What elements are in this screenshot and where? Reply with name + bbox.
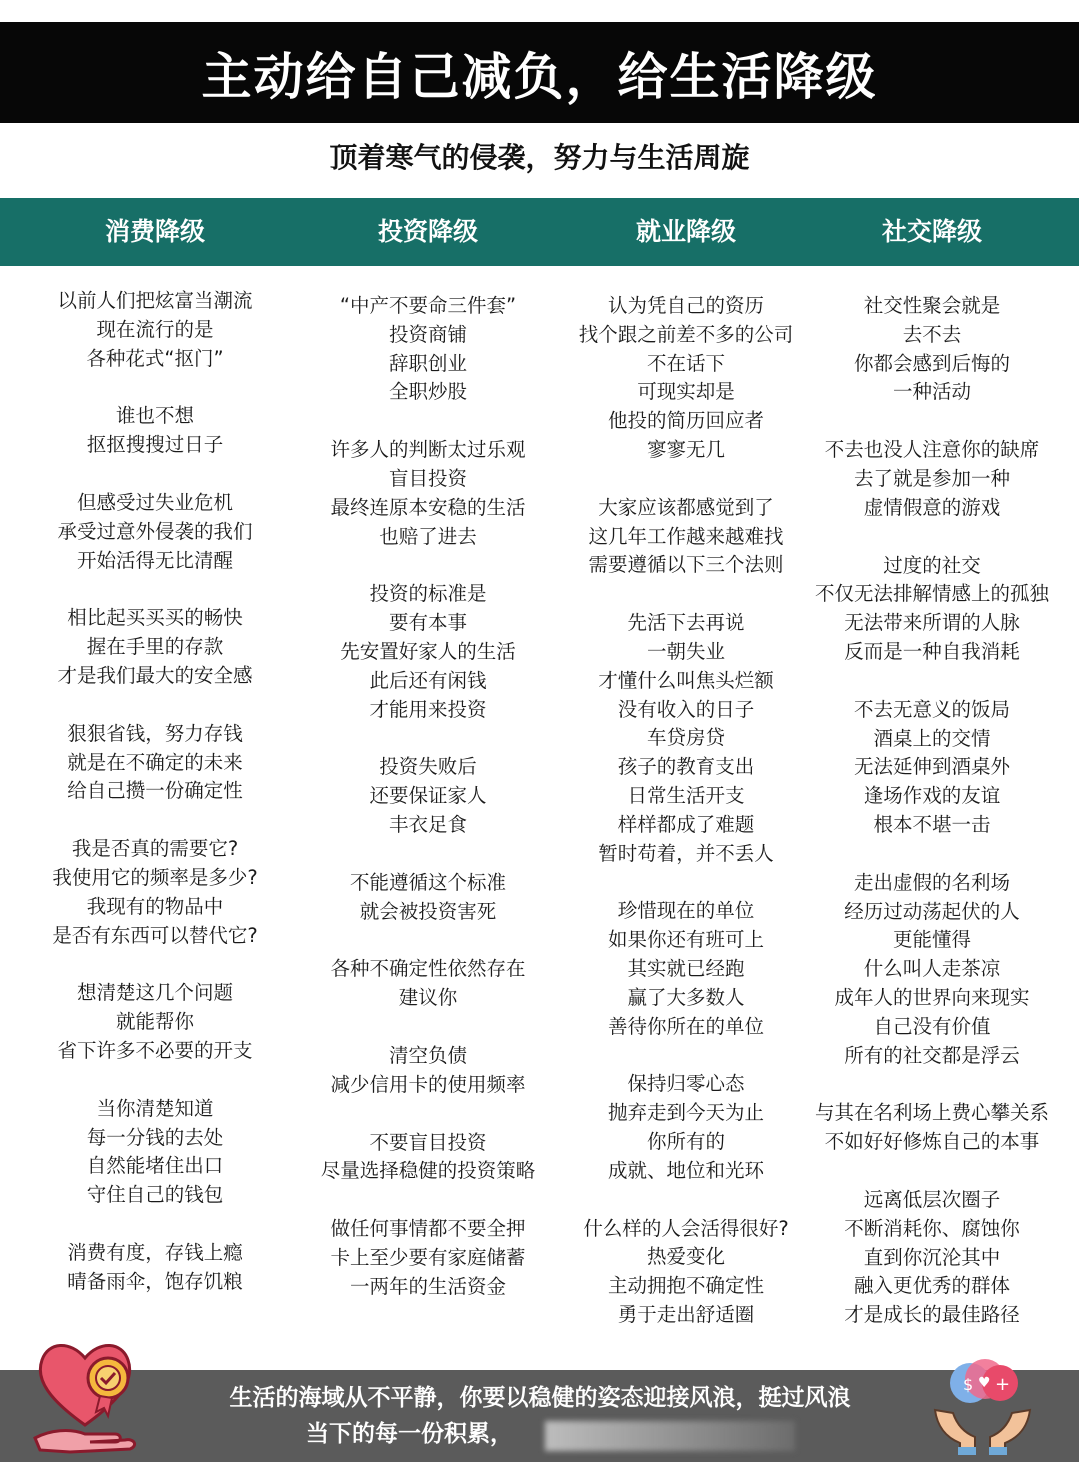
care-hands-icon xyxy=(925,1355,1040,1455)
footer-bar xyxy=(0,1370,1079,1462)
column-employment xyxy=(551,292,821,1359)
text-line: 社交性聚会就是 xyxy=(863,294,1001,317)
text-line: 想清楚这几个问题 xyxy=(76,981,233,1005)
paragraph xyxy=(797,869,1067,1071)
text-line: 就能帮你 xyxy=(115,1010,194,1034)
paragraph xyxy=(293,436,563,551)
text-line: 现在流行的是 xyxy=(96,317,214,341)
text-line: 你所有的 xyxy=(646,1129,725,1153)
text-line: 日常生活开支 xyxy=(627,783,745,807)
text-line: 更能懂得 xyxy=(892,928,971,952)
text-line: 暂时苟着，并不丢人 xyxy=(598,841,774,865)
paragraph xyxy=(797,696,1067,840)
paragraph xyxy=(551,494,821,580)
text-line: 酒桌上的交情 xyxy=(873,726,991,750)
column-header-bar xyxy=(0,198,1079,266)
text-line: 这几年工作越来越难找 xyxy=(588,524,784,548)
text-line: 握在手里的存款 xyxy=(86,635,224,659)
column-header-social: 社交降级 xyxy=(881,217,982,246)
text-line: 保持归零心态 xyxy=(627,1072,745,1096)
paragraph xyxy=(20,489,290,575)
text-line: 没有收入的日子 xyxy=(617,697,755,721)
paragraph xyxy=(293,1042,563,1100)
text-line: 无法带来所谓的人脉 xyxy=(844,611,1020,635)
title-bar xyxy=(0,22,1079,123)
text-line: 先活下去再说 xyxy=(627,611,745,635)
text-line: 赢了大多数人 xyxy=(627,985,745,1009)
text-line: 不如好好修炼自己的本事 xyxy=(824,1130,1040,1154)
text-line: 谁也不想 xyxy=(115,404,194,428)
text-line: 当你清楚知道 xyxy=(96,1096,214,1120)
text-line: 勇于走出舒适圈 xyxy=(617,1302,755,1326)
text-line: 如果你还有班可上 xyxy=(607,928,764,952)
paragraph xyxy=(20,720,290,806)
text-line: 去不去 xyxy=(902,322,962,346)
column-header-employment: 就业降级 xyxy=(635,217,736,246)
text-line: 认为凭自己的资历 xyxy=(607,294,764,317)
text-line: 投资失败后 xyxy=(379,755,477,779)
paragraph xyxy=(293,292,563,407)
text-line: 辞职创业 xyxy=(388,351,467,375)
text-line: 直到你沉沦其中 xyxy=(863,1245,1001,1269)
text-line: 其实就已经跑 xyxy=(627,956,745,980)
text-line: 以前人们把炫富当潮流 xyxy=(57,289,253,312)
text-line: 主动拥抱不确定性 xyxy=(607,1274,764,1298)
text-line: 一种活动 xyxy=(892,380,971,404)
text-line: 各种不确定性依然存在 xyxy=(330,957,526,981)
text-line: 就是在不确定的未来 xyxy=(67,750,243,774)
text-line: 不要盲目投资 xyxy=(369,1130,487,1154)
text-line: 你都会感到后悔的 xyxy=(853,351,1010,375)
text-line: 就会被投资害死 xyxy=(359,899,497,923)
text-line: 一朝失业 xyxy=(646,639,725,663)
text-line: 所有的社交都是浮云 xyxy=(844,1043,1020,1067)
text-line: 还要保证家人 xyxy=(369,784,487,808)
text-line: 什么样的人会活得很好? xyxy=(583,1216,789,1240)
text-line: 各种花式“抠门” xyxy=(86,346,224,370)
text-line: 守住自己的钱包 xyxy=(86,1183,224,1207)
text-line: 清空负债 xyxy=(388,1043,467,1067)
svg-text:♥: ♥ xyxy=(978,1375,991,1391)
text-line: 虚情假意的游戏 xyxy=(863,495,1001,519)
text-line: 不去也没人注意你的缺席 xyxy=(824,438,1040,462)
page-title: 主动给自己减负，给生活降级 xyxy=(201,47,878,106)
text-line: 先安置好家人的生活 xyxy=(340,639,516,663)
text-line: “中产不要命三件套” xyxy=(339,294,517,317)
text-line: 自然能堵住出口 xyxy=(86,1154,224,1178)
paragraph xyxy=(20,287,290,373)
heart-medal-hand-icon xyxy=(30,1330,145,1455)
text-line: 也赔了进去 xyxy=(379,524,477,548)
text-line: 善待你所在的单位 xyxy=(607,1014,764,1038)
text-line: 消费有度，存钱上瘾 xyxy=(67,1240,243,1264)
paragraph xyxy=(551,292,821,465)
text-line: 与其在名利场上费心攀关系 xyxy=(814,1101,1049,1125)
svg-text:+: + xyxy=(995,1374,1011,1395)
paragraph xyxy=(20,979,290,1065)
text-line: 抛弃走到今天为止 xyxy=(607,1101,764,1125)
text-line: 无法延伸到酒桌外 xyxy=(853,755,1010,779)
text-line: 才是我们最大的安全感 xyxy=(57,663,253,687)
paragraph xyxy=(797,1099,1067,1157)
paragraph xyxy=(551,609,821,868)
column-social xyxy=(797,292,1067,1359)
paragraph xyxy=(20,1239,290,1297)
text-line: 建议你 xyxy=(398,986,458,1010)
text-line: 车贷房贷 xyxy=(646,726,725,750)
text-line: 每一分钱的去处 xyxy=(86,1125,224,1149)
paragraph xyxy=(797,292,1067,407)
text-line: 一两年的生活资金 xyxy=(349,1274,506,1298)
text-line: 经历过动荡起伏的人 xyxy=(844,899,1020,923)
text-line: 许多人的判断太过乐观 xyxy=(330,438,526,462)
text-line: 投资商铺 xyxy=(388,322,467,346)
paragraph xyxy=(20,1095,290,1210)
text-line: 省下许多不必要的开支 xyxy=(57,1038,253,1062)
footer-line-1: 生活的海域从不平静，你要以稳健的姿态迎接风浪，挺过风浪 xyxy=(229,1385,851,1411)
text-line: 自己没有价值 xyxy=(873,1014,991,1038)
text-line: 尽量选择稳健的投资策略 xyxy=(320,1159,536,1183)
text-line: 需要遵循以下三个法则 xyxy=(588,553,784,577)
text-line: 承受过意外侵袭的我们 xyxy=(57,519,253,543)
text-line: 才懂什么叫焦头烂额 xyxy=(598,668,774,692)
paragraph xyxy=(797,436,1067,522)
paragraph xyxy=(551,1215,821,1330)
text-line: 走出虚假的名利场 xyxy=(853,870,1010,894)
text-line: 才能用来投资 xyxy=(369,697,487,721)
text-line: 我是否真的需要它? xyxy=(71,837,239,861)
column-investment xyxy=(293,292,563,1331)
text-line: 反而是一种自我消耗 xyxy=(844,639,1020,663)
text-line: 远离低层次圈子 xyxy=(863,1187,1001,1211)
text-line: 不能遵循这个标准 xyxy=(349,870,506,894)
text-line: 要有本事 xyxy=(388,611,467,635)
text-line: 做任何事情都不要全押 xyxy=(330,1217,526,1241)
text-line: 我现有的物品中 xyxy=(86,894,224,918)
text-line: 逢场作戏的友谊 xyxy=(863,784,1001,808)
text-line: 孩子的教育支出 xyxy=(617,755,755,779)
text-line: 卡上至少要有家庭储蓄 xyxy=(330,1245,526,1269)
text-line: 什么叫人走茶凉 xyxy=(863,957,1001,981)
paragraph xyxy=(293,580,563,724)
text-line: 不去无意义的饭局 xyxy=(853,697,1010,721)
paragraph xyxy=(293,1215,563,1301)
text-line: 最终连原本安稳的生活 xyxy=(330,495,526,519)
text-line: 热爱变化 xyxy=(646,1245,725,1269)
paragraph xyxy=(293,753,563,839)
text-line: 不仅无法排解情感上的孤独 xyxy=(814,582,1049,606)
page-subtitle: 顶着寒气的侵袭，努力与生活周旋 xyxy=(329,141,750,174)
paragraph xyxy=(293,869,563,927)
text-line: 珍惜现在的单位 xyxy=(617,899,755,923)
paragraph xyxy=(293,955,563,1013)
text-line: 但感受过失业危机 xyxy=(76,490,233,514)
text-line: 找个跟之前差不多的公司 xyxy=(578,322,794,346)
text-line: 不断消耗你、腐蚀你 xyxy=(844,1216,1020,1240)
paragraph xyxy=(20,604,290,690)
paragraph xyxy=(551,1070,821,1185)
text-line: 抠抠搜搜过日子 xyxy=(86,433,224,457)
text-line: 融入更优秀的群体 xyxy=(853,1274,1010,1298)
text-line: 成年人的世界向来现实 xyxy=(834,985,1030,1009)
column-header-investment: 投资降级 xyxy=(377,217,478,246)
text-line: 过度的社交 xyxy=(883,553,981,577)
paragraph xyxy=(551,897,821,1041)
text-line: 狠狠省钱，努力存钱 xyxy=(67,721,243,745)
paragraph xyxy=(293,1129,563,1187)
text-line: 全职炒股 xyxy=(388,380,467,404)
paragraph xyxy=(797,552,1067,667)
text-line: 样样都成了难题 xyxy=(617,812,755,836)
text-line: 相比起买买买的畅快 xyxy=(67,606,243,630)
text-line: 根本不堪一击 xyxy=(873,812,991,836)
footer-line-2: 当下的每一份积累， xyxy=(306,1421,513,1447)
text-line: 晴备雨伞，饱存饥粮 xyxy=(67,1269,243,1293)
text-line: 丰衣足食 xyxy=(388,812,467,836)
text-line: 减少信用卡的使用频率 xyxy=(330,1072,526,1096)
paragraph xyxy=(797,1186,1067,1330)
text-line: 大家应该都感觉到了 xyxy=(598,495,774,519)
text-line: 投资的标准是 xyxy=(369,582,487,606)
paragraph xyxy=(20,835,290,950)
column-header-consumption: 消费降级 xyxy=(104,217,205,246)
footer-blurred-text xyxy=(545,1421,795,1451)
text-line: 盲目投资 xyxy=(388,466,467,490)
paragraph xyxy=(20,402,290,460)
text-line: 此后还有闲钱 xyxy=(369,668,487,692)
text-line: 不在话下 xyxy=(646,351,725,375)
text-line: 他投的简历回应者 xyxy=(607,409,764,433)
text-line: 是否有东西可以替代它? xyxy=(52,923,258,947)
text-line: 寥寥无几 xyxy=(646,437,725,461)
text-line: 成就、地位和光环 xyxy=(607,1158,764,1182)
text-line: 去了就是参加一种 xyxy=(853,466,1010,490)
text-line: 我使用它的频率是多少? xyxy=(52,865,258,889)
column-consumption xyxy=(20,287,290,1326)
text-line: 给自己攒一份确定性 xyxy=(67,779,243,803)
text-line: 开始活得无比清醒 xyxy=(76,548,233,572)
text-line: 可现实却是 xyxy=(637,380,735,404)
text-line: 才是成长的最佳路径 xyxy=(844,1303,1020,1327)
svg-text:$: $ xyxy=(963,1375,974,1394)
